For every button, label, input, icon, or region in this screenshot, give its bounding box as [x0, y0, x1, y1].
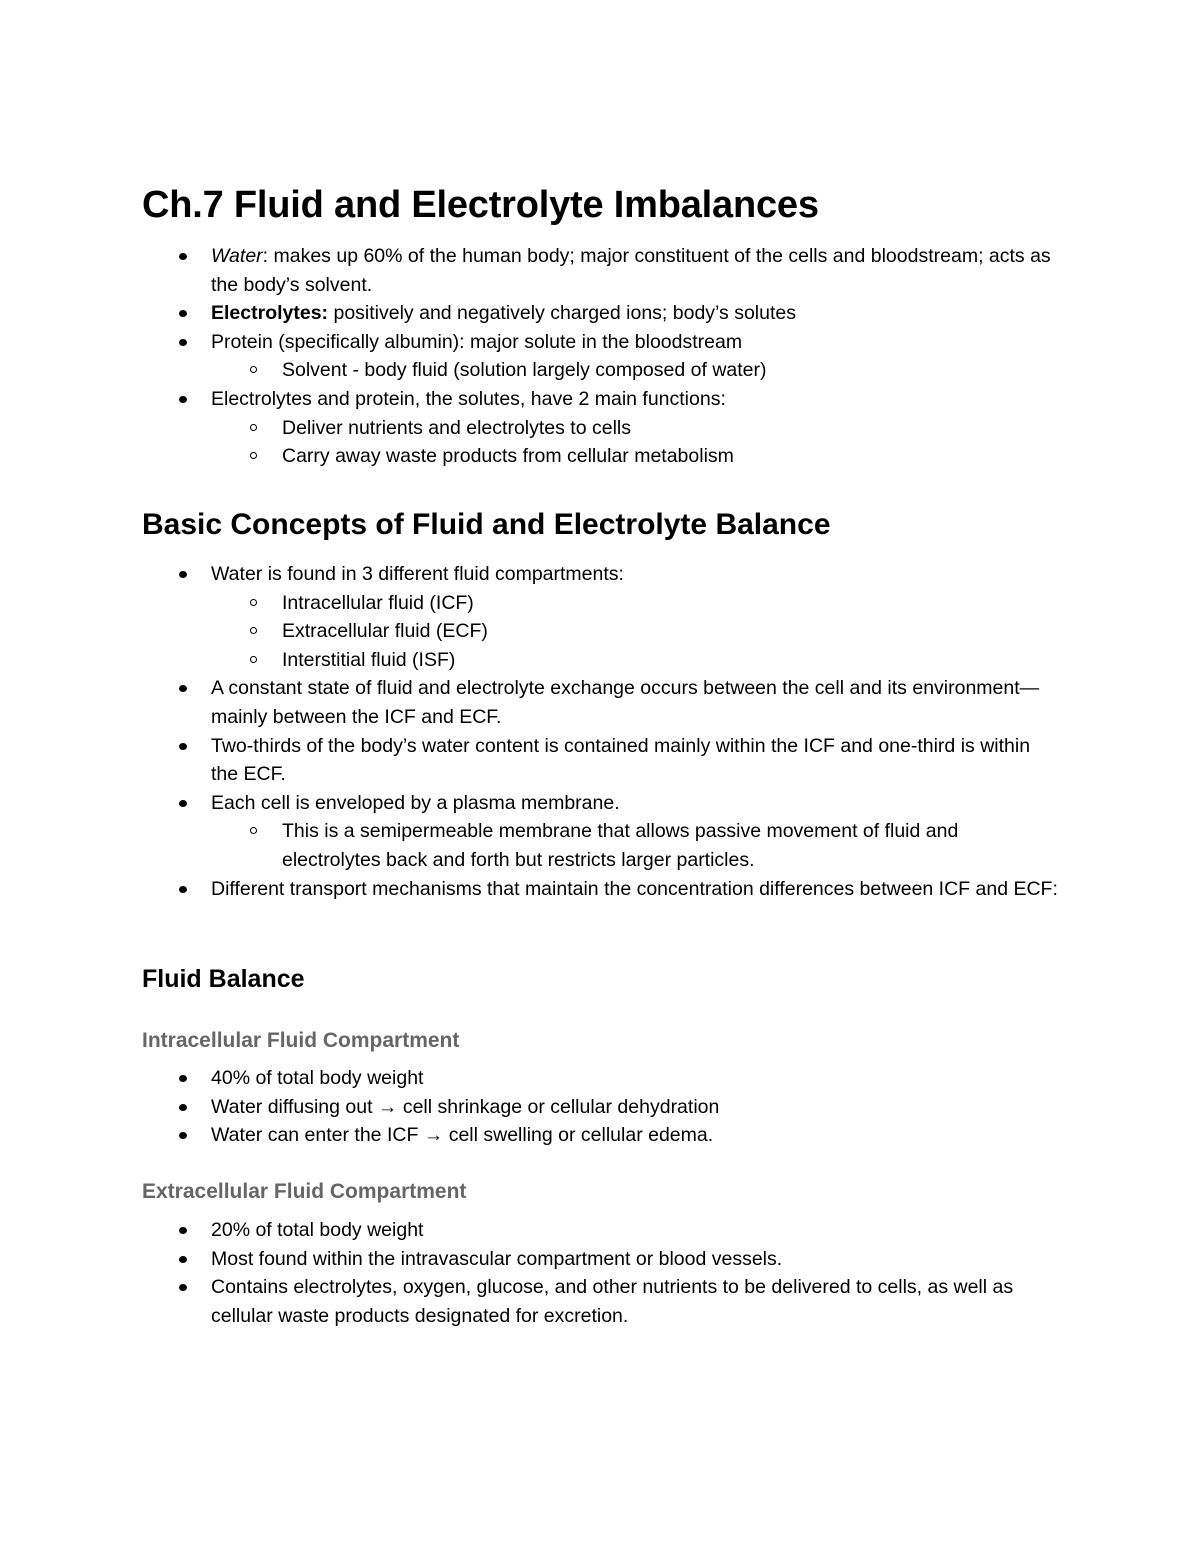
list-item: Each cell is enveloped by a plasma membrane. — [142, 789, 1062, 818]
list-item: Two-thirds of the body’s water content is contained mainly within the ICF and one-third is within the ECF. — [142, 732, 1062, 789]
water-definition: : makes up 60% of the human body; major constituent of the cells and bloodstream; acts as the body’s solvent. — [211, 245, 1051, 296]
sub-list-item: Deliver nutrients and electrolytes to cells — [142, 414, 1062, 443]
list-item: Contains electrolytes, oxygen, glucose, and other nutrients to be delivered to cells, as well as cellular waste products designated for excretion. — [142, 1273, 1062, 1330]
sub-list-item: Interstitial fluid (ISF) — [142, 646, 1062, 675]
list-item: 40% of total body weight — [142, 1064, 1062, 1093]
section-heading: Basic Concepts of Fluid and Electrolyte Balance — [142, 508, 831, 541]
water-term: Water — [211, 245, 263, 267]
subsection-heading: Fluid Balance — [142, 965, 305, 993]
basic-concepts-list — [142, 560, 1062, 903]
list-item: Different transport mechanisms that maintain the concentration differences between ICF and ECF: — [142, 875, 1062, 904]
list-item: Water diffusing out → cell shrinkage or cellular dehydration — [142, 1093, 1062, 1122]
icf-list — [142, 1064, 1062, 1150]
list-item: Water is found in 3 different fluid compartments: — [142, 560, 1062, 589]
intro-list — [142, 242, 1062, 471]
list-item: Protein (specifically albumin): major solute in the bloodstream — [142, 328, 1062, 357]
list-item: 20% of total body weight — [142, 1216, 1062, 1245]
list-item: Most found within the intravascular compartment or blood vessels. — [142, 1245, 1062, 1274]
icf-heading: Intracellular Fluid Compartment — [142, 1029, 460, 1052]
sub-list-item: Solvent - body fluid (solution largely composed of water) — [142, 356, 1062, 385]
sub-list-item: Carry away waste products from cellular metabolism — [142, 442, 1062, 471]
electrolytes-term: Electrolytes: — [211, 302, 329, 325]
list-item: A constant state of fluid and electrolyte exchange occurs between the cell and its environment—mainly between the ICF and ECF. — [142, 674, 1062, 731]
sub-list-item: This is a semipermeable membrane that allows passive movement of fluid and electrolytes back and forth but restricts larger particles. — [142, 817, 1062, 874]
electrolytes-definition: positively and negatively charged ions; body’s solutes — [328, 302, 796, 325]
list-item: Water can enter the ICF → cell swelling or cellular edema. — [142, 1121, 1062, 1150]
list-item: Electrolytes and protein, the solutes, have 2 main functions: — [142, 385, 1062, 414]
ecf-heading: Extracellular Fluid Compartment — [142, 1180, 467, 1203]
sub-list-item: Intracellular fluid (ICF) — [142, 589, 1062, 618]
list-item — [142, 299, 1062, 328]
page-title: Ch.7 Fluid and Electrolyte Imbalances — [142, 184, 819, 226]
list-item — [142, 242, 1062, 299]
ecf-list — [142, 1216, 1062, 1330]
sub-list-item: Extracellular fluid (ECF) — [142, 617, 1062, 646]
